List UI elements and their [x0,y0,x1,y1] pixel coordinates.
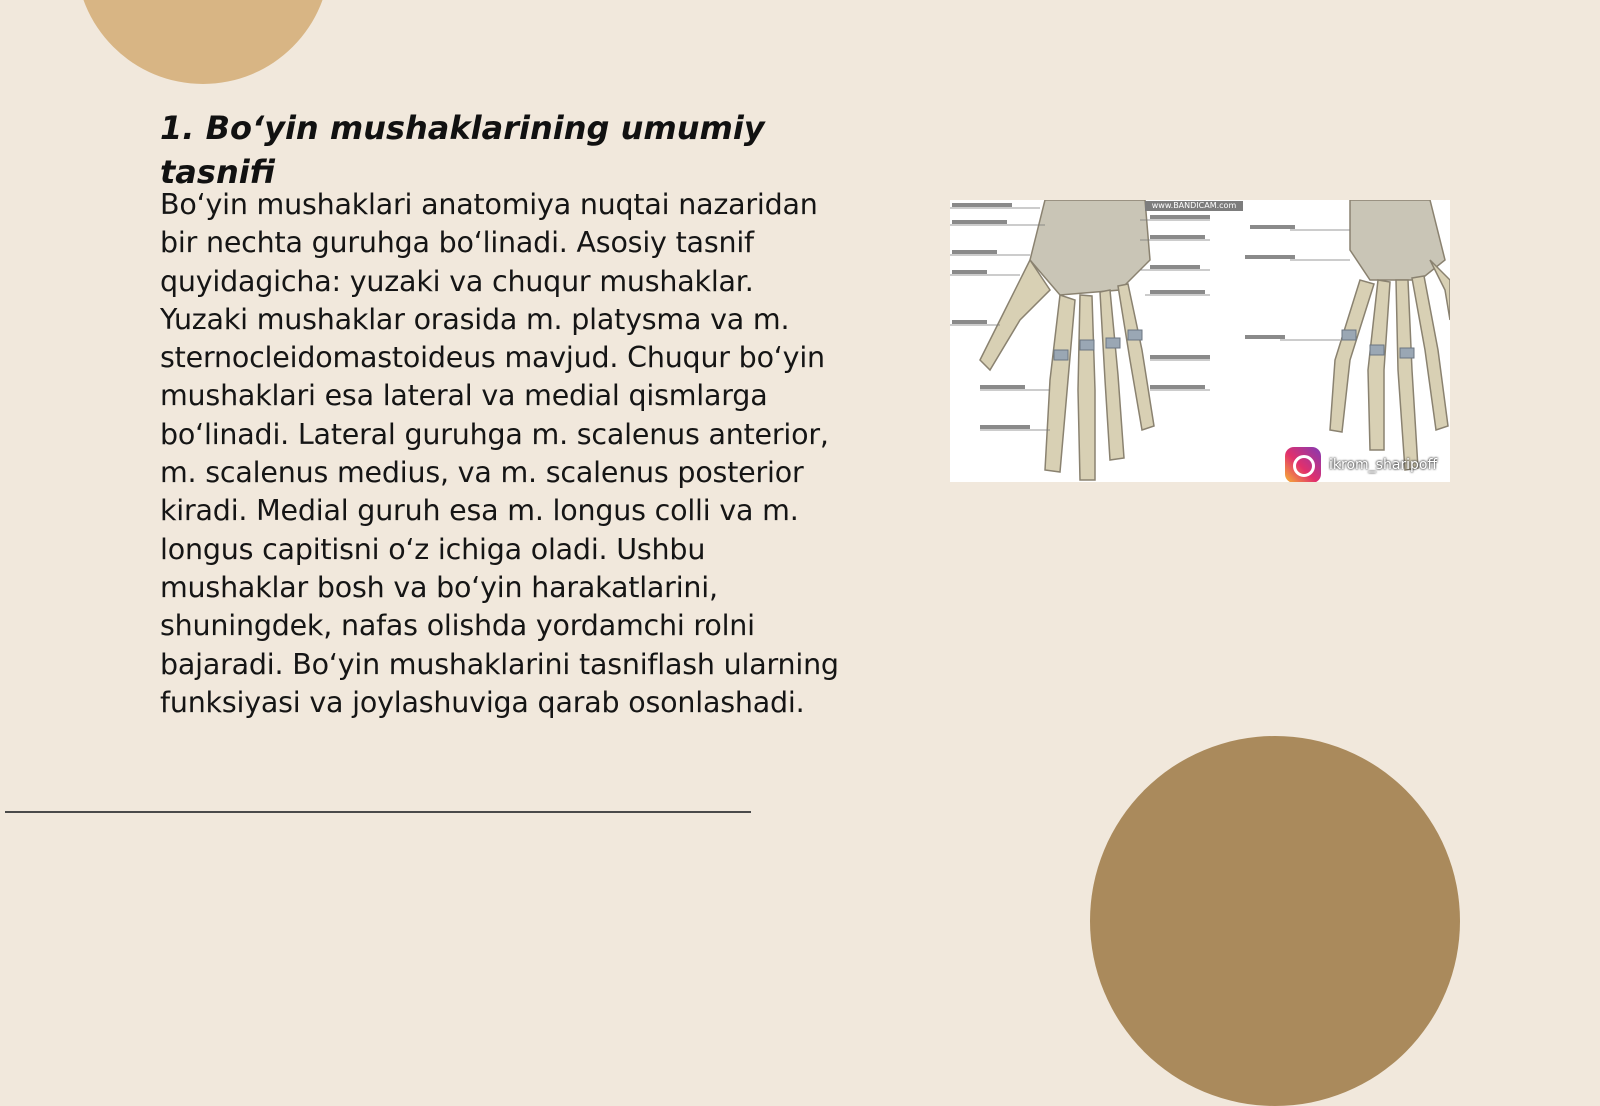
slide-title: 1. Bo‘yin mushaklarining umumiy tasnifi [160,109,765,191]
slide-body-text: Bo‘yin mushaklari anatomiya nuqtai nazaridan bir nechta guruhga bo‘linadi. Asosiy tasnif quyidagicha: yuzaki va chuqur mushaklar. Yuzaki mushaklar orasida m. platysma va m. sternocleidomastoideus mavjud. Chuqur bo‘yin mushaklari esa lateral va medial qismlarga bo‘linadi. Lateral guruhga m. scalenus anterior, m. scalenus medius, va m. scalenus posterior kiradi. Medial guruh esa m. longus colli va m. longus capitisni o‘z ichiga oladi. Ushbu mushaklar bosh va bo‘yin harakatlarini, shuningdek, nafas olishda yordamchi rolni bajaradi. Bo‘yin mushaklarini tasniflash ularning funksiyasi va joylashuviga qarab osonlashadi. [160,188,839,719]
hand-skeleton-illustration [950,200,1450,482]
instagram-handle: ikrom_sharipoff [1329,457,1438,473]
bandicam-watermark: www.BANDICAM.com [1145,201,1243,211]
divider-line [5,811,751,813]
decorative-circle-bottom [1090,736,1460,1106]
instagram-icon [1285,447,1321,482]
hand-anatomy-image [950,200,1450,482]
instagram-badge [1285,448,1437,482]
decorative-circle-top [76,0,330,84]
